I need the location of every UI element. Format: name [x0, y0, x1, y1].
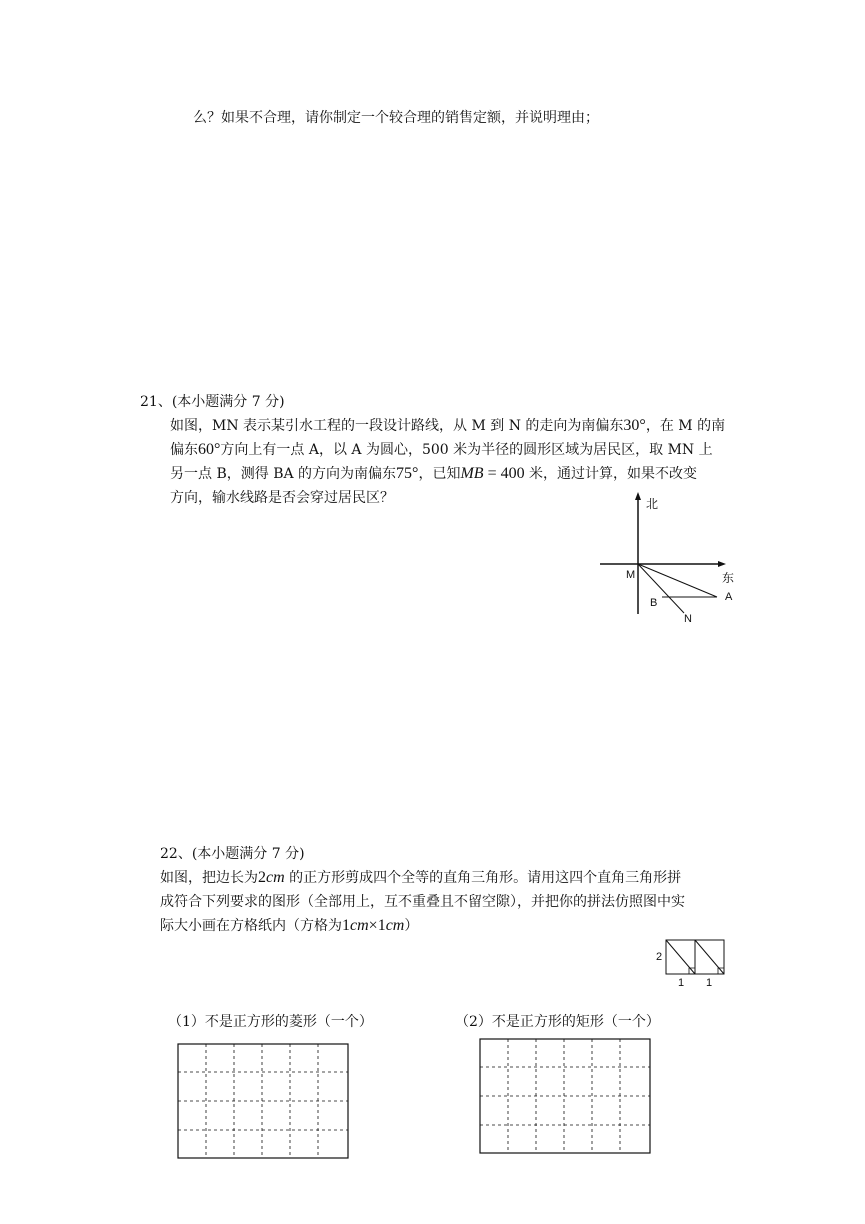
q21-angle-30: 30°	[623, 417, 646, 434]
continued-question-text: 么？如果不合理，请你制定一个较合理的销售定额，并说明理由；	[193, 110, 599, 126]
q22-grid-num-1: 1	[342, 917, 350, 934]
q22-part-1-label: （1）不是正方形的菱形（一个）	[168, 1014, 373, 1030]
q21-direction-diagram	[590, 490, 750, 630]
grid-paper-2[interactable]	[479, 1038, 653, 1156]
q21-line-3b: ，已知	[418, 466, 461, 482]
grid-1-lines	[178, 1044, 348, 1158]
label-east: 东	[722, 571, 735, 585]
segment-mn	[638, 564, 684, 613]
label-b: B	[650, 597, 658, 609]
q22-square-figure	[648, 938, 738, 990]
north-arrow-icon	[635, 492, 641, 500]
label-base-1b: 1	[706, 977, 713, 989]
q21-line-1b: ，在 M 的南	[645, 418, 726, 434]
q22-header: 22、(本小题满分 7 分)	[160, 846, 305, 862]
q21-angle-75: 75°	[396, 465, 419, 482]
grid-2-lines	[480, 1039, 650, 1153]
q22-line-2: 成符合下列要求的图形（全部用上，互不重叠且不留空隙），并把你的拼法仿照图中实	[160, 894, 685, 910]
q21-line-1	[170, 414, 725, 438]
q22-line-1	[160, 866, 681, 890]
east-arrow-icon	[718, 561, 726, 567]
diagonal-right	[695, 940, 724, 974]
q22-side-num: 2	[258, 869, 266, 886]
q21-line-3	[170, 462, 697, 486]
q22-line-3b: ）	[404, 918, 419, 934]
q22-times: ×	[368, 917, 378, 934]
q22-line-3	[160, 914, 418, 938]
diagonal-left	[666, 940, 695, 974]
q22-part-2-label: （2）不是正方形的矩形（一个）	[455, 1014, 660, 1030]
q21-line-4: 方向，输水线路是否会穿过居民区？	[170, 490, 394, 506]
label-m: M	[626, 569, 636, 581]
q22-line-1a: 如图，把边长为	[160, 870, 258, 886]
q21-line-3c: 米，通过计算，如果不改变	[524, 466, 698, 482]
q21-line-1a: 如图，MN 表示某引水工程的一段设计路线，从 M 到 N 的走向为南偏东	[170, 418, 624, 434]
label-n: N	[684, 613, 692, 625]
q21-header: 21、(本小题满分 7 分)	[140, 394, 285, 410]
q22-side-unit: cm	[266, 869, 285, 886]
q21-line-3a: 另一点 B，测得 BA 的方向为南偏东	[170, 466, 397, 482]
label-side-2: 2	[656, 951, 663, 963]
q21-line-2b: 方向上有一点 A，以 A 为圆心，500 米为半径的圆形区域为居民区，取 MN 上	[220, 442, 713, 458]
q21-mb-var: MB	[460, 465, 484, 482]
q21-line-2a: 偏东	[170, 442, 198, 458]
segment-ma	[638, 564, 717, 597]
label-north: 北	[646, 497, 659, 511]
q21-line-2	[170, 438, 713, 462]
label-base-1a: 1	[678, 977, 685, 989]
grid-paper-1[interactable]	[177, 1043, 351, 1161]
q22-grid-num-2: 1	[377, 917, 386, 934]
q22-grid-unit-1: cm	[350, 917, 369, 934]
q21-angle-60: 60°	[198, 441, 221, 458]
label-a: A	[725, 591, 733, 603]
q21-mb-value: = 400	[483, 465, 525, 482]
q22-grid-unit-2: cm	[385, 917, 405, 934]
q22-line-1b: 的正方形剪成四个全等的直角三角形。请用这四个直角三角形拼	[284, 870, 682, 886]
q22-line-3a: 际大小画在方格纸内（方格为	[160, 918, 342, 934]
